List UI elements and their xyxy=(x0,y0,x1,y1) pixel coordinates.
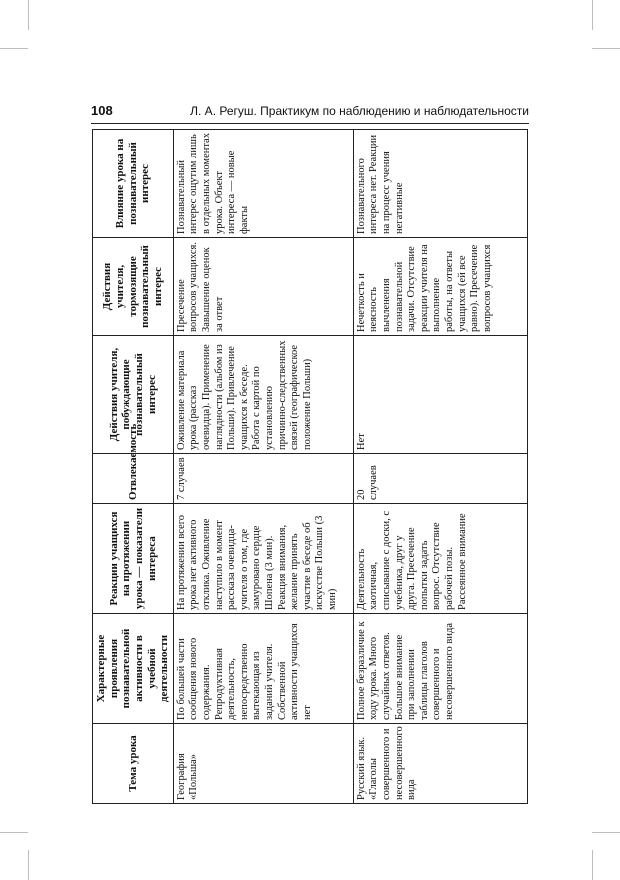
page-header xyxy=(91,101,529,123)
activity-cell: По большей части сообщения нового содержания. Репродуктивная деятельность, непосредственно вытекающая из заданий учителя. Собственной активности учащихся нет xyxy=(173,614,353,724)
table-wrapper xyxy=(92,130,528,804)
crop-mark xyxy=(0,48,28,49)
stimulating-actions-cell: Оживление материала урока (рассказ очевидца). Применение наглядности (альбом из Польши). Привлечение учащихся к беседе. Работа с картой по установлению причинно-следственных связей (географическое положение Польши) xyxy=(173,336,353,454)
column-header: Тема урока xyxy=(93,724,174,804)
column-header: Характерные проявления познавательной активности в учебной деятельности xyxy=(93,614,174,724)
crop-mark xyxy=(592,0,593,30)
reactions-cell: На протяжении всего урока нет активного отклика. Оживление наступило в момент рассказа очевидца-учителя о том, где замуровано сердце Шопена (3 мин). Реакция внимания, желание принять участие в беседе об искусстве Польши (3 мин) xyxy=(173,504,353,614)
table-row xyxy=(173,130,353,804)
column-header: Отвлекаемость xyxy=(93,454,174,504)
column-header: Реакции учащихся на протяжении урока — показатели интереса xyxy=(93,504,174,614)
distraction-cell: 7 случаев xyxy=(173,454,353,504)
page-number: 108 xyxy=(91,103,113,118)
influence-cell: Познавательного интереса нет. Реакции на процесс учения негативные xyxy=(353,130,527,238)
stimulating-actions-cell: Нет xyxy=(353,336,527,454)
influence-cell: Познавательный интерес ощутим лишь в отдельных моментах урока. Объект интереса — новые факты xyxy=(173,130,353,238)
inhibiting-actions-cell: Нечеткость и неясность вычленения познавательной задачи. Отсутствие реакции учителя на выполнение работы, на ответы учащихся (ей все равно). Пресечение вопросов учащихся xyxy=(353,238,527,336)
running-title: Л. А. Регуш. Практикум по наблюдению и наблюдательности xyxy=(190,104,529,118)
crop-mark xyxy=(28,850,29,880)
observation-table xyxy=(92,129,528,804)
crop-mark xyxy=(592,48,620,49)
lesson-topic-cell: География «Польша» xyxy=(173,724,353,804)
crop-mark xyxy=(592,832,620,833)
lesson-topic-cell: Русский язык. «Глаголы совершенного и несовершенного вида xyxy=(353,724,527,804)
column-header: Действия учителя, побуждающие познавательный интерес xyxy=(93,336,174,454)
crop-mark xyxy=(592,850,593,880)
distraction-cell: 20 случаев xyxy=(353,454,527,504)
activity-cell: Полное безразличие к ходу урока. Много случайных ответов. Большое внимание при заполнении таблицы глаголов совершенного и несовершенного вида xyxy=(353,614,527,724)
reactions-cell: Деятельность хаотичная, списывание с доски, с учебника, друг у друга. Пресечение попытки задать вопрос. Отсутствие рабочей позы. Рассеянное внимание xyxy=(353,504,527,614)
crop-mark xyxy=(0,832,28,833)
column-header: Влияние урока на познавательный интерес xyxy=(93,130,174,238)
table-row xyxy=(353,130,527,804)
header-rule xyxy=(91,123,529,124)
table-header-row xyxy=(93,130,174,804)
inhibiting-actions-cell: Пресечение вопросов учащихся. Завышение оценок за ответ xyxy=(173,238,353,336)
column-header: Действия учителя, тормозящие познавательный интерес xyxy=(93,238,174,336)
crop-mark xyxy=(28,0,29,30)
